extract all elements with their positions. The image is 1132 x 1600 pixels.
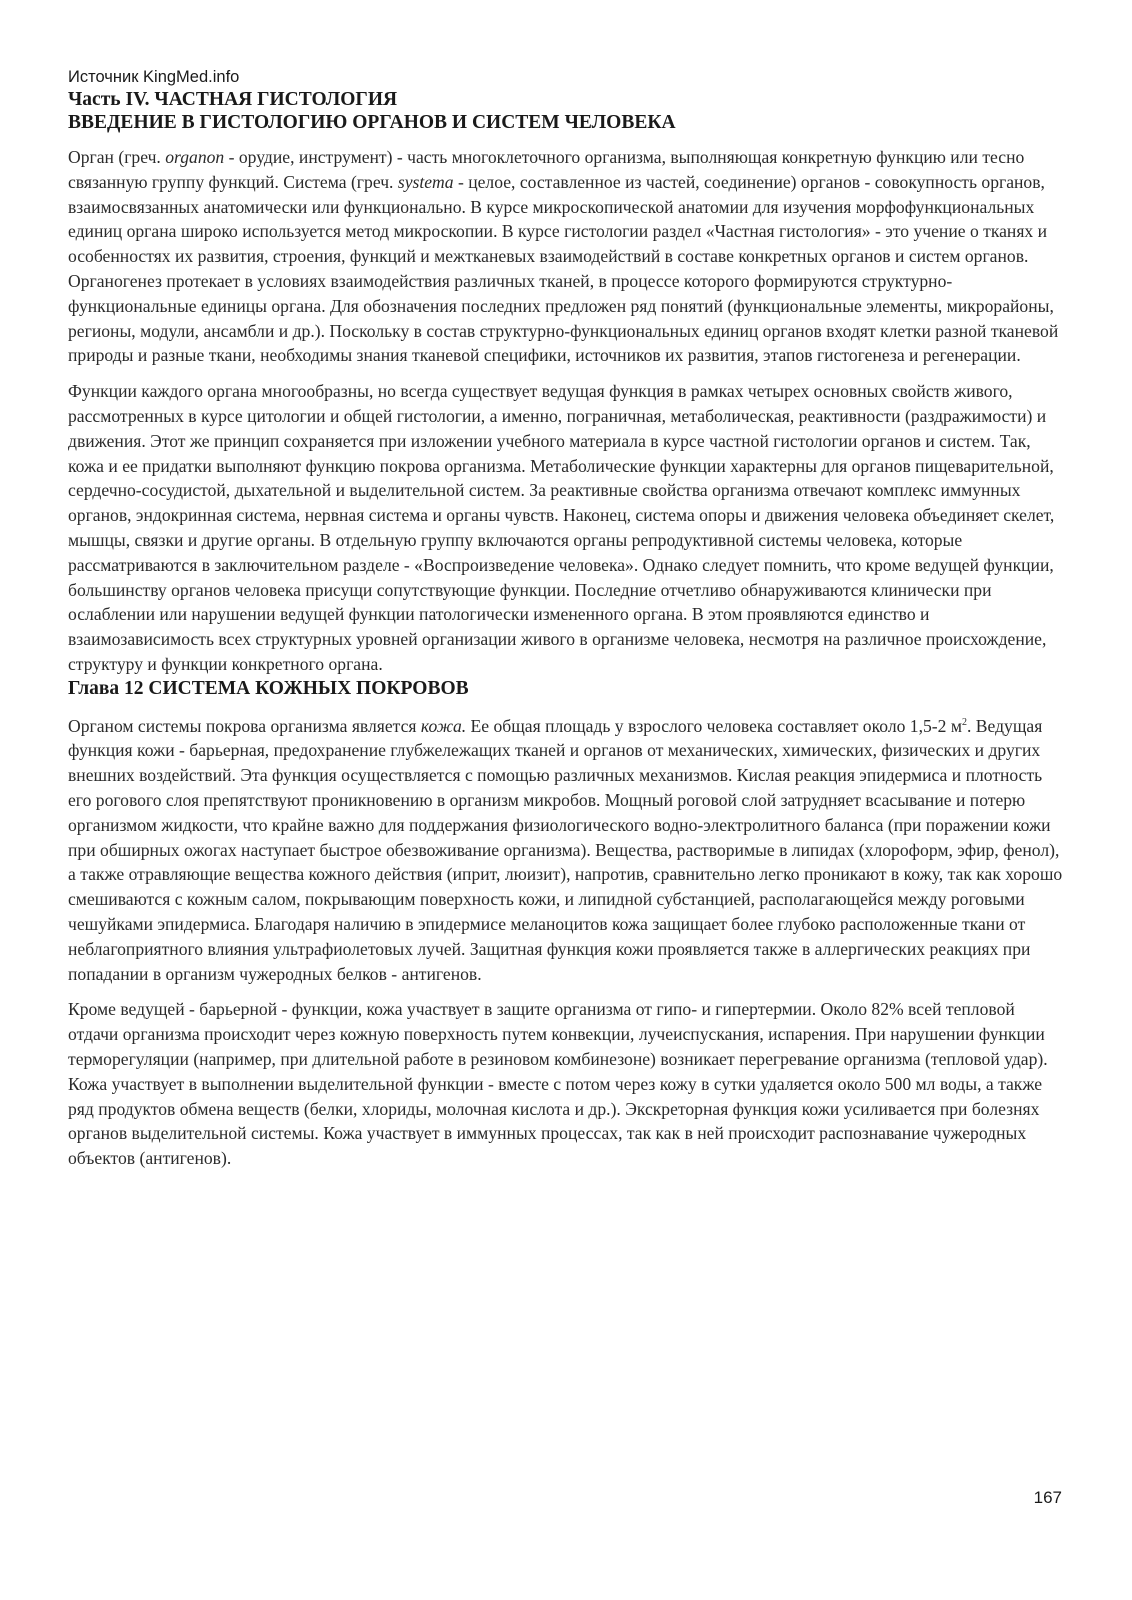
page-number: 167: [1033, 1488, 1062, 1507]
text-run: - орудие, инструмент) - часть многоклеточного организма, выполняющая конкретную функцию или тесно связанную группу функций. Система (греч.: [68, 147, 1025, 192]
part-title: Часть IV. ЧАСТНАЯ ГИСТОЛОГИЯ: [68, 89, 398, 110]
text-run: Ее общая площадь у взрослого человека составляет около 1,5-2 м: [466, 715, 962, 736]
header-block: [68, 66, 1064, 134]
term-systema: systema: [397, 171, 454, 192]
chapter-title: Глава 12 СИСТЕМА КОЖНЫХ ПОКРОВОВ: [68, 677, 469, 699]
term-organon: organon: [165, 147, 225, 167]
text-run: Органом системы покрова организма является: [68, 715, 421, 736]
text-run: . Ведущая функция кожи - барьерная, предохранение глубжележащих тканей и органов от механических, химических, физических и других внешних воздействий. Эта функция осуществляется с помощью различных механизмов. Кислая реакция эпидермиса и плотность его рогового слоя препятствуют проникновению в организм микробов. Мощный роговой слой затрудняет всасывание и потерю организмом жидкости, что крайне важно для поддержания физиологического водно-электролитного баланса (при поражении кожи при обширных ожогах наступает быстрое обезвоживание организма). Вещества, растворимые в липидах (хлороформ, эфир, фенол), а также отравляющие вещества кожного действия (иприт, люизит), напротив, сравнительно легко проникают в кожу, так как хорошо смешиваются с кожным салом, покрывающим поверхность кожи, и липидной субстанцией, располагающейся между роговыми чешуйками эпидермиса. Благодаря наличию в эпидермисе меланоцитов кожа защищает более глубоко расположенные ткани от неблагоприятного влияния ультрафиолетовых лучей. Защитная функция кожи проявляется также в аллергических реакциях при попадании в организм чужеродных белков - антигенов.: [68, 715, 1063, 984]
section-title: ВВЕДЕНИЕ В ГИСТОЛОГИЮ ОРГАНОВ И СИСТЕМ ЧЕЛОВЕКА: [68, 112, 676, 133]
intro-paragraph-2: Функции каждого органа многообразны, но всегда существует ведущая функция в рамках четырех основных свойств живого, рассмотренных в курсе цитологии и общей гистологии, а именно, пограничная, метаболическая, реактивности (раздражимости) и движения. Этот же принцип сохраняется при изложении учебного материала в курсе частной гистологии органов и систем. Так, кожа и ее придатки выполняют функцию покрова организма. Метаболические функции характерны для органов пищеварительной, сердечно-сосудистой, дыхательной и выделительной систем. За реактивные свойства организма отвечают комплекс иммунных органов, эндокринная система, нервная система и органы чувств. Наконец, система опоры и движения человека объединяет скелет, мышцы, связки и другие органы. В отдельную группу включаются органы репродуктивной системы человека, которые рассматриваются в заключительном разделе - «Воспроизведение человека». Однако следует помнить, что кроме ведущей функции, большинству органов человека присущи сопутствующие функции. Последние отчетливо обнаруживаются клинически при ослаблении или нарушении ведущей функции патологически измененного органа. В этом проявляются единство и взаимозависимость всех структурных уровней организации живого в организме человека, несмотря на различное происхождение, структуру и функции конкретного органа.: [68, 381, 1055, 674]
chapter-paragraph-2: Кроме ведущей - барьерной - функции, кожа участвует в защите организма от гипо- и гипертермии. Около 82% всей тепловой отдачи организма происходит через кожную поверхность путем конвекции, лучеиспускания, испарения. При нарушении функции терморегуляции (например, при длительной работе в резиновом комбинезоне) возникает перегревание организма (тепловой удар). Кожа участвует в выполнении выделительной функции - вместе с потом через кожу в сутки удаляется около 500 мл воды, а также ряд продуктов обмена веществ (белки, хлориды, молочная кислота и др.). Экскреторная функция кожи усиливается при болезнях органов выделительной системы. Кожа участвует в иммунных процессах, так как в ней происходит распознавание чужеродных объектов (антигенов).: [68, 999, 1048, 1169]
superscript: 2: [961, 716, 967, 728]
term-kozha: кожа.: [420, 715, 467, 736]
chapter-paragraph-1: [68, 711, 1064, 987]
source-label: Источник KingMed.info: [68, 68, 240, 86]
text-run: Орган (греч.: [68, 147, 166, 167]
intro-paragraph-1: [68, 145, 1064, 368]
document-page: [68, 66, 1064, 1171]
text-run: - целое, составленное из частей, соединение) органов - совокупность органов, взаимосвязанных анатомически или функционально. В курсе микроскопической анатомии для изучения морфофункциональных единиц органа широко используется метод микроскопии. В курсе гистологии раздел «Частная гистология» - это учение о тканях и особенностях их развития, строения, функций и межтканевых взаимодействий в составе конкретных органов и систем органов. Органогенез протекает в условиях взаимодействия различных тканей, в процессе которого формируются структурно-функциональные единицы органа. Для обозначения последних предложен ряд понятий (функциональные элементы, микрорайоны, регионы, модули, ансамбли и др.). Поскольку в состав структурно-функциональных единиц органов входят клетки разной тканевой природы и разные ткани, необходимы знания тканевой специфики, источников их развития, этапов гистогенеза и регенерации.: [68, 171, 1059, 366]
